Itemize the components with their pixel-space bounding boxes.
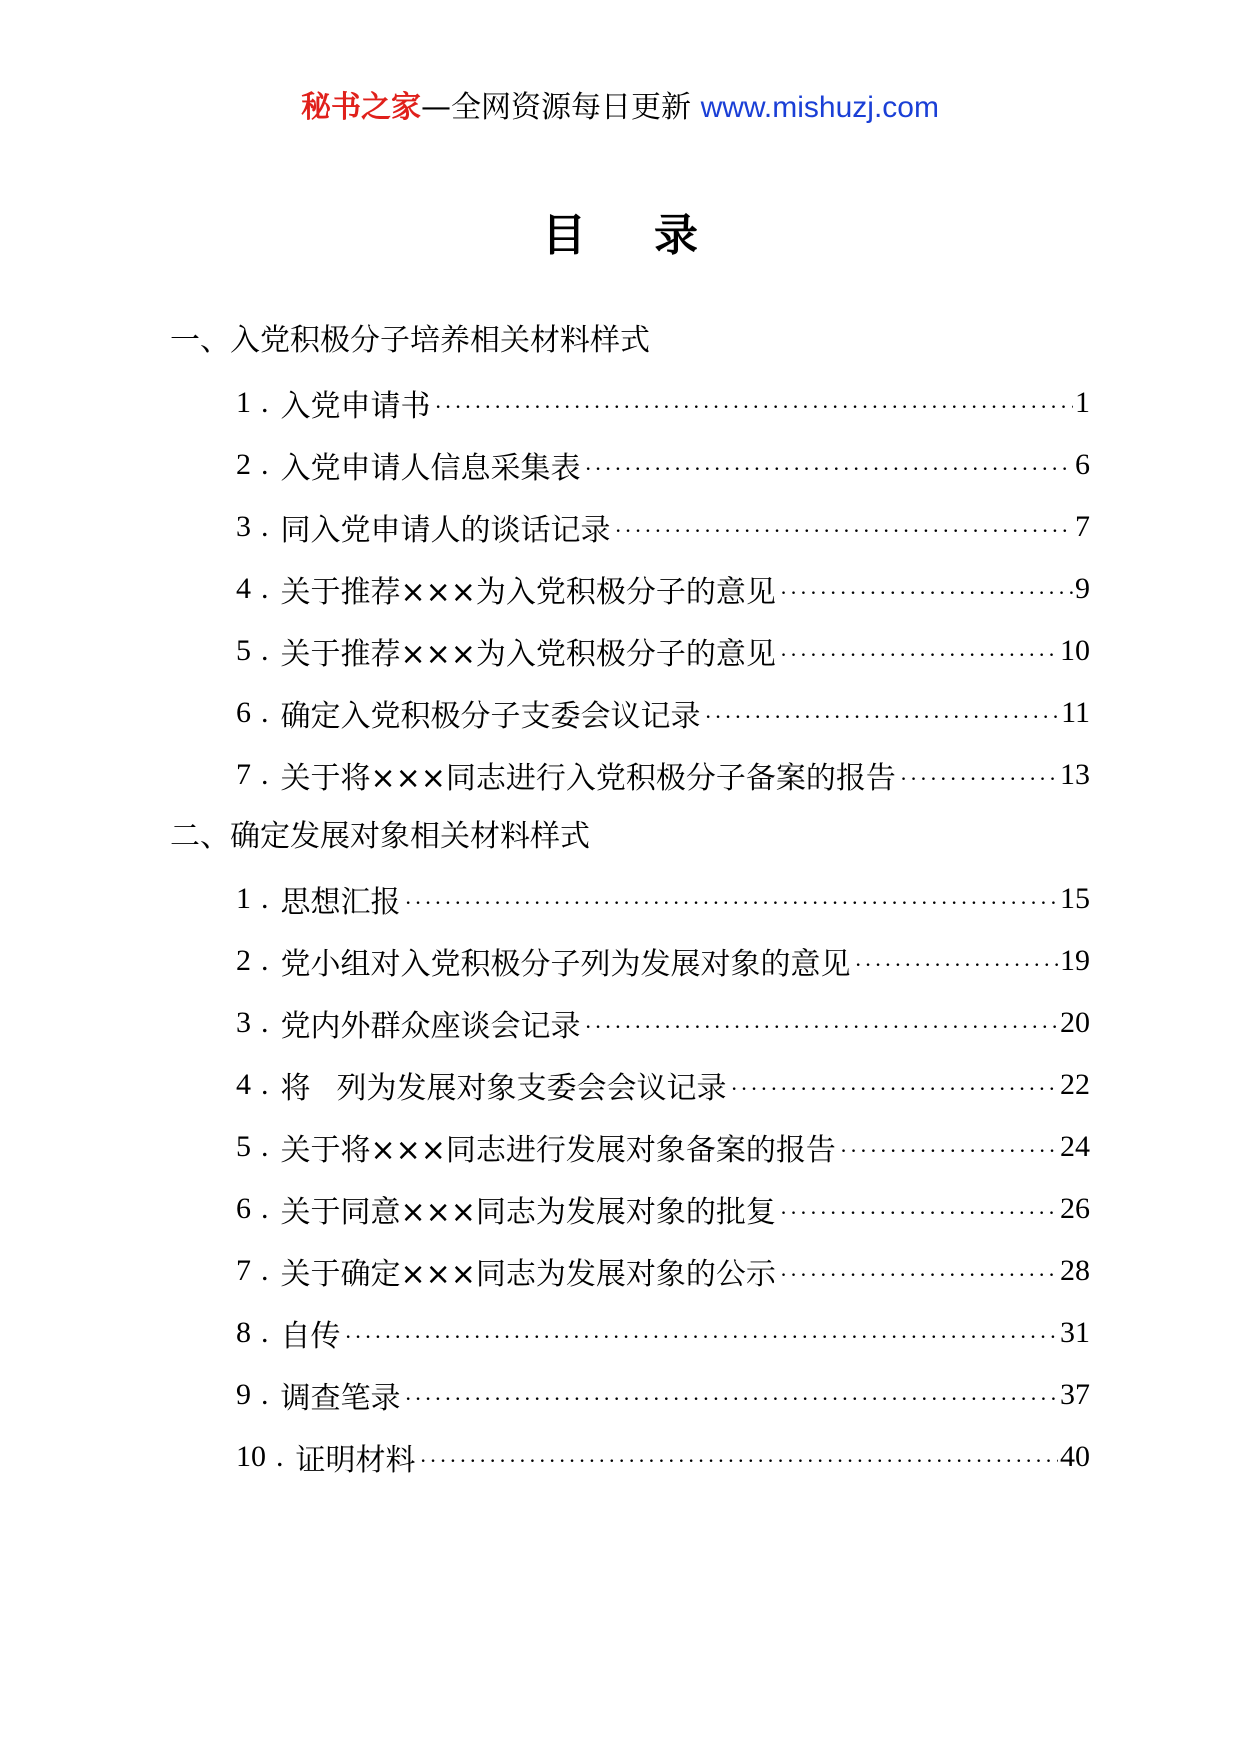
toc-entry-number: 4 xyxy=(236,572,251,605)
toc-entry-number: 9 xyxy=(236,1378,251,1411)
toc-entry-label: 关于推荐×××为入党积极分子的意见 xyxy=(280,637,776,672)
toc-entry-label: 党小组对入党积极分子列为发展对象的意见 xyxy=(280,947,851,982)
site-tagline: —全网资源每日更新 xyxy=(421,90,701,125)
dot-leader xyxy=(435,392,1074,422)
dot-leader xyxy=(780,1198,1058,1228)
toc-entry-label: 党内外群众座谈会记录 xyxy=(280,1009,581,1044)
toc-entry-label: 关于同意×××同志为发展对象的批复 xyxy=(280,1195,776,1230)
toc-entry[interactable] xyxy=(170,1364,1090,1426)
toc-entry-number: 10 xyxy=(236,1440,266,1473)
toc-entry-page: 20 xyxy=(1060,1006,1090,1039)
dot-leader xyxy=(585,1012,1059,1042)
dot-leader xyxy=(780,578,1073,608)
dot-leader xyxy=(405,888,1059,918)
toc-entry-separator: . xyxy=(261,1378,269,1411)
toc-entry-number: 8 xyxy=(236,1316,251,1349)
page-title xyxy=(0,208,1240,264)
toc-entry-number: 2 xyxy=(236,944,251,977)
toc-entry-separator: . xyxy=(261,944,269,977)
toc-entry-label: 调查笔录 xyxy=(280,1381,401,1416)
toc-entry-label: 入党申请书 xyxy=(280,389,431,424)
toc-entry-page: 24 xyxy=(1060,1130,1090,1163)
toc-entry-label: 自传 xyxy=(280,1319,341,1354)
toc-entry-separator: . xyxy=(261,758,269,791)
toc-entry-separator: . xyxy=(276,1440,284,1473)
toc-entry-number: 7 xyxy=(236,1254,251,1287)
toc-entry-separator: . xyxy=(261,1006,269,1039)
dot-leader xyxy=(780,1260,1058,1290)
dot-leader xyxy=(731,1074,1059,1104)
toc-entry-number: 3 xyxy=(236,510,251,543)
toc-entry-page: 1 xyxy=(1075,386,1090,419)
toc-entry[interactable] xyxy=(170,1426,1090,1488)
toc-entry-number: 2 xyxy=(236,448,251,481)
toc-entry-label: 同入党申请人的谈话记录 xyxy=(280,513,611,548)
toc-entry-number: 1 xyxy=(236,882,251,915)
dot-leader xyxy=(855,950,1059,980)
toc-entry-separator: . xyxy=(261,1192,269,1225)
toc-entry-label: 思想汇报 xyxy=(280,885,401,920)
toc-entry-separator: . xyxy=(261,510,269,543)
dot-leader xyxy=(900,764,1058,794)
toc-entry-separator: . xyxy=(261,572,269,605)
toc-entry-page: 26 xyxy=(1060,1192,1090,1225)
dot-leader xyxy=(840,1136,1058,1166)
toc-entry[interactable] xyxy=(170,1240,1090,1302)
toc-entry-number: 6 xyxy=(236,1192,251,1225)
toc-entry-separator: . xyxy=(261,696,269,729)
dot-leader xyxy=(405,1384,1059,1414)
toc-entry-label: 证明材料 xyxy=(295,1443,416,1478)
dot-leader xyxy=(585,454,1074,484)
toc-entry[interactable] xyxy=(170,372,1090,434)
toc-entry[interactable] xyxy=(170,1178,1090,1240)
toc-entry-page: 6 xyxy=(1075,448,1090,481)
toc-entry-separator: . xyxy=(261,448,269,481)
toc-entry-page: 37 xyxy=(1060,1378,1090,1411)
toc-entry-page: 28 xyxy=(1060,1254,1090,1287)
toc-entry-label-part-a: 将 xyxy=(280,1071,311,1106)
site-brand: 秘书之家 xyxy=(301,90,422,125)
toc-entry-page: 9 xyxy=(1075,572,1090,605)
toc-entry-separator: . xyxy=(261,386,269,419)
toc-entry[interactable] xyxy=(170,496,1090,558)
toc-entry-page: 10 xyxy=(1060,634,1090,667)
title-char-1: 目 xyxy=(542,210,586,261)
toc-entry[interactable] xyxy=(170,1302,1090,1364)
dot-leader xyxy=(615,516,1074,546)
toc-entry[interactable] xyxy=(170,682,1090,744)
toc-entry[interactable] xyxy=(170,744,1090,806)
toc-entry-number: 5 xyxy=(236,1130,251,1163)
table-of-contents xyxy=(170,310,1090,1488)
toc-entry[interactable] xyxy=(170,620,1090,682)
toc-entry-page: 13 xyxy=(1060,758,1090,791)
site-url-link[interactable]: www.mishuzj.com xyxy=(700,91,939,124)
toc-section-heading: 二、确定发展对象相关材料样式 xyxy=(170,819,590,854)
toc-entry-number: 7 xyxy=(236,758,251,791)
toc-entry-separator: . xyxy=(261,1130,269,1163)
dot-leader xyxy=(345,1322,1059,1352)
dot-leader xyxy=(705,702,1060,732)
toc-entry-number: 5 xyxy=(236,634,251,667)
toc-entry-label: 确定入党积极分子支委会议记录 xyxy=(280,699,701,734)
toc-entry-page: 7 xyxy=(1075,510,1090,543)
dot-leader xyxy=(420,1446,1059,1476)
toc-entry-page: 22 xyxy=(1060,1068,1090,1101)
dot-leader xyxy=(780,640,1058,670)
toc-entry-page: 11 xyxy=(1061,696,1090,729)
toc-entry-label-part-b: 列为发展对象支委会会议记录 xyxy=(336,1071,727,1106)
toc-entry-label: 关于将×××同志进行发展对象备案的报告 xyxy=(280,1133,836,1168)
toc-entry-number: 3 xyxy=(236,1006,251,1039)
toc-entry[interactable] xyxy=(170,434,1090,496)
toc-entry-label xyxy=(281,1063,727,1107)
toc-entry-separator: . xyxy=(261,882,269,915)
toc-entry-label: 入党申请人信息采集表 xyxy=(280,451,581,486)
toc-entry-page: 15 xyxy=(1060,882,1090,915)
toc-entry-label: 关于将×××同志进行入党积极分子备案的报告 xyxy=(280,761,896,796)
toc-entry[interactable] xyxy=(170,992,1090,1054)
toc-entry-number: 1 xyxy=(236,386,251,419)
toc-entry-page: 31 xyxy=(1060,1316,1090,1349)
toc-entry[interactable] xyxy=(170,930,1090,992)
toc-entry[interactable] xyxy=(170,1116,1090,1178)
toc-entry-separator: . xyxy=(261,1316,269,1349)
site-header xyxy=(0,88,1240,128)
toc-entry-number: 6 xyxy=(236,696,251,729)
toc-entry-number: 4 xyxy=(236,1068,251,1101)
toc-entry[interactable] xyxy=(170,868,1090,930)
title-char-2: 录 xyxy=(654,210,698,261)
toc-entry[interactable] xyxy=(170,1054,1090,1116)
toc-section-heading: 一、入党积极分子培养相关材料样式 xyxy=(170,323,650,358)
toc-entry-label: 关于确定×××同志为发展对象的公示 xyxy=(280,1257,776,1292)
toc-entry-label: 关于推荐×××为入党积极分子的意见 xyxy=(280,575,776,610)
toc-entry-page: 40 xyxy=(1060,1440,1090,1473)
toc-entry-separator: . xyxy=(261,634,269,667)
toc-entry-separator: . xyxy=(261,1254,269,1287)
toc-entry-separator: . xyxy=(261,1068,269,1101)
toc-entry[interactable] xyxy=(170,558,1090,620)
toc-entry-page: 19 xyxy=(1060,944,1090,977)
